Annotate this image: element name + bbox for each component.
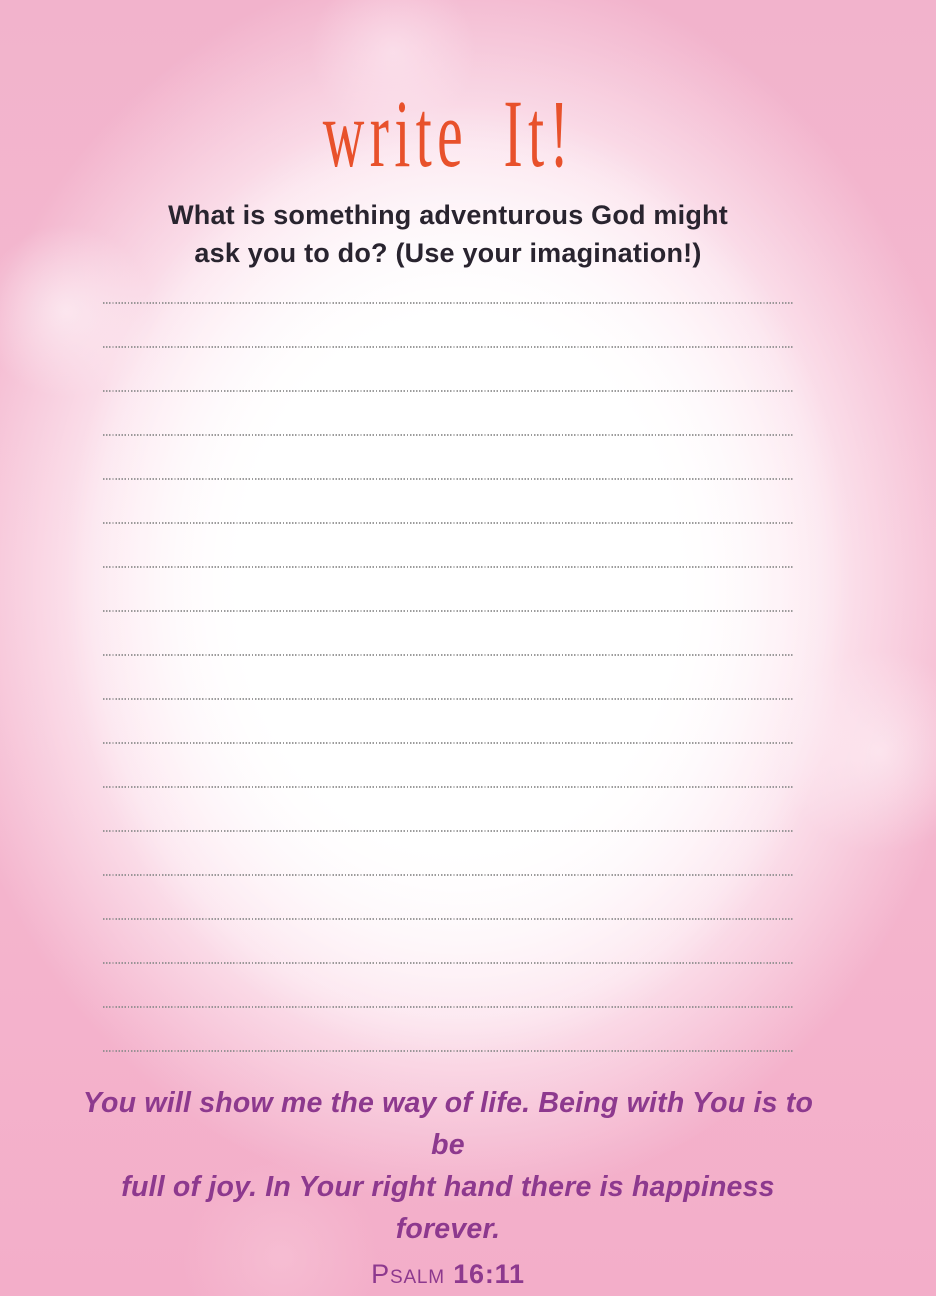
writing-line <box>103 654 793 656</box>
prompt-line-2: ask you to do? (Use your imagination!) <box>194 238 702 268</box>
writing-line <box>103 874 793 876</box>
page-title-text: write It! <box>322 80 574 187</box>
writing-line <box>103 390 793 392</box>
verse-reference-book: Psalm <box>371 1259 445 1289</box>
writing-line <box>103 742 793 744</box>
writing-line <box>103 962 793 964</box>
writing-line <box>103 786 793 788</box>
writing-line <box>103 1050 793 1052</box>
page-title <box>103 80 793 187</box>
writing-line <box>103 566 793 568</box>
prompt-line-1: What is something adventurous God might <box>168 200 728 230</box>
writing-lines <box>103 302 793 1052</box>
writing-line <box>103 434 793 436</box>
writing-line <box>103 478 793 480</box>
verse-reference-number: 16:11 <box>453 1259 525 1289</box>
writing-line <box>103 302 793 304</box>
verse-line-1: You will show me the way of life. Being with You is to be <box>82 1087 814 1161</box>
writing-line <box>103 1006 793 1008</box>
verse-line-2: full of joy. In Your right hand there is happiness forever. <box>121 1171 775 1245</box>
writing-line <box>103 830 793 832</box>
writing-line <box>103 522 793 524</box>
journal-page <box>82 0 814 1296</box>
writing-line <box>103 346 793 348</box>
verse-reference <box>73 1253 823 1295</box>
prompt-question <box>103 196 793 272</box>
writing-line <box>103 918 793 920</box>
writing-line <box>103 698 793 700</box>
writing-line <box>103 610 793 612</box>
scripture-verse <box>73 1082 823 1295</box>
